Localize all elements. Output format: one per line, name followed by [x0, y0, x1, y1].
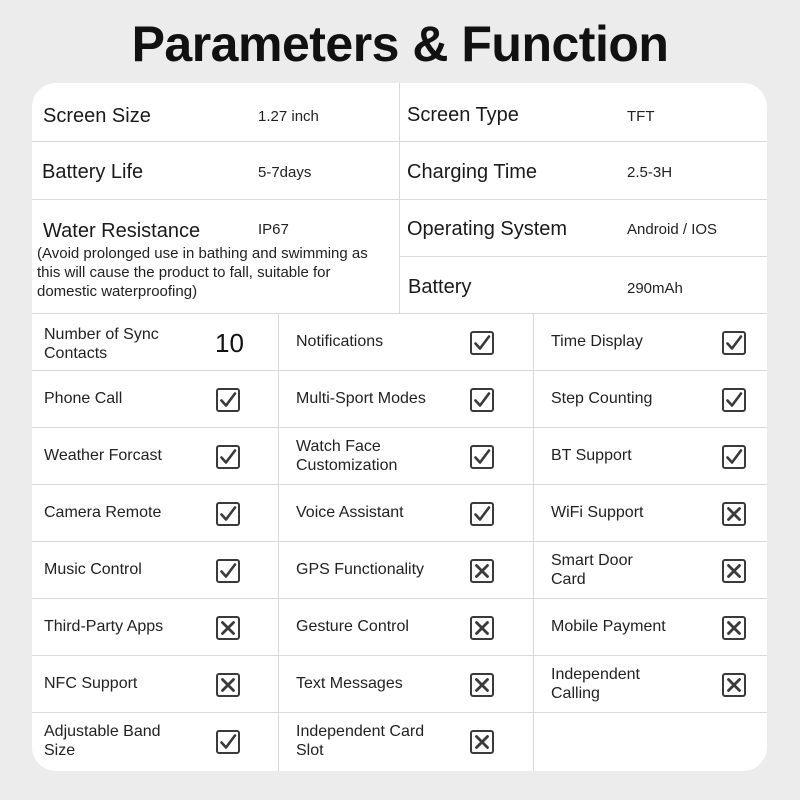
feature-cell-text-messages: [278, 655, 533, 712]
checkmark-box-icon: [216, 388, 240, 412]
feature-cell-camera-remote: [32, 484, 278, 541]
feature-cell-wifi-support: [533, 484, 767, 541]
feature-cell-gesture-control: [278, 598, 533, 655]
checkmark-box-icon: [722, 388, 746, 412]
page-title: Parameters & Function: [131, 16, 669, 72]
checkmark-box-icon: [722, 445, 746, 469]
feature-label: GPS Functionality: [296, 561, 425, 578]
feature-label: BT Support: [551, 447, 632, 464]
feature-label: Adjustable Band Size: [44, 723, 161, 759]
checkmark-box-icon: [216, 730, 240, 754]
battery-value: 290mAh: [627, 280, 683, 297]
feature-label: Step Counting: [551, 390, 653, 407]
feature-cell-notifications: [278, 313, 533, 370]
feature-label: Time Display: [551, 333, 643, 350]
feature-label: Smart Door Card: [551, 552, 633, 588]
feature-label: Third-Party Apps: [44, 618, 164, 635]
battery-life-label: Battery Life: [42, 161, 144, 183]
feature-label: Notifications: [296, 333, 384, 350]
feature-label: Camera Remote: [44, 504, 162, 521]
checkmark-box-icon: [470, 331, 494, 355]
feature-label: Watch Face Customization: [296, 438, 398, 474]
cross-box-icon: [722, 673, 746, 697]
cross-box-icon: [216, 673, 240, 697]
checkmark-box-icon: [470, 388, 494, 412]
screen-size-value: 1.27 inch: [258, 108, 319, 125]
feature-label: Text Messages: [296, 675, 403, 692]
feature-cell-voice-assistant: [278, 484, 533, 541]
sync-contacts-label: Number of Sync Contacts: [44, 326, 159, 362]
spec-divider-row3: [399, 256, 767, 257]
feature-label: Phone Call: [44, 390, 123, 407]
screen-type-label: Screen Type: [407, 104, 519, 126]
feature-label: Mobile Payment: [551, 618, 666, 635]
water-resistance-value: IP67: [258, 221, 289, 238]
feature-cell-third-party-apps: [32, 598, 278, 655]
cross-box-icon: [722, 616, 746, 640]
cross-box-icon: [722, 559, 746, 583]
charging-time-label: Charging Time: [407, 161, 538, 183]
screen-type-value: TFT: [627, 108, 655, 125]
feature-label: Gesture Control: [296, 618, 409, 635]
spec-divider-vertical: [399, 83, 400, 313]
feature-cell-music-control: [32, 541, 278, 598]
checkmark-box-icon: [722, 331, 746, 355]
feature-cell-adjustable-band-size: [32, 712, 278, 769]
battery-label: Battery: [408, 276, 472, 298]
charging-time-value: 2.5-3H: [627, 164, 673, 181]
feature-cell-independent-calling: [533, 655, 767, 712]
cross-box-icon: [470, 559, 494, 583]
screen-size-label: Screen Size: [43, 105, 151, 127]
battery-life-value: 5-7days: [258, 164, 312, 181]
feature-cell-smart-door-card: [533, 541, 767, 598]
feature-label: WiFi Support: [551, 504, 644, 521]
feature-label: NFC Support: [44, 675, 138, 692]
water-resistance-label: Water Resistance: [43, 220, 201, 242]
feature-cell-independent-card-slot: [278, 712, 533, 769]
spec-divider-row1: [32, 141, 767, 142]
feature-cell-multi-sport-modes: [278, 370, 533, 427]
checkmark-box-icon: [216, 559, 240, 583]
cross-box-icon: [470, 616, 494, 640]
feature-label: Independent Card Slot: [296, 723, 425, 759]
feature-cell-mobile-payment: [533, 598, 767, 655]
feature-label: Multi-Sport Modes: [296, 390, 426, 407]
feature-cell-time-display: [533, 313, 767, 370]
feature-cell-phone-call: [32, 370, 278, 427]
cross-box-icon: [470, 730, 494, 754]
checkmark-box-icon: [470, 445, 494, 469]
feature-label: Voice Assistant: [296, 504, 404, 521]
feature-cell-nfc-support: [32, 655, 278, 712]
feature-label: Weather Forcast: [44, 447, 162, 464]
checkmark-box-icon: [470, 502, 494, 526]
sync-contacts-value: 10: [215, 328, 244, 358]
feature-cell-gps-functionality: [278, 541, 533, 598]
feature-label: Music Control: [44, 561, 142, 578]
feature-cell-weather-forcast: [32, 427, 278, 484]
parameters-card: [32, 83, 767, 771]
water-resistance-note: (Avoid prolonged use in bathing and swimming as this will cause the product to fall, suitable for domestic waterproofing): [37, 245, 368, 300]
feature-cell-watch-face-customization: [278, 427, 533, 484]
operating-system-label: Operating System: [407, 218, 568, 240]
feature-cell-step-counting: [533, 370, 767, 427]
feature-label: Independent Calling: [551, 666, 640, 702]
checkmark-box-icon: [216, 445, 240, 469]
cross-box-icon: [216, 616, 240, 640]
operating-system-value: Android / IOS: [627, 221, 718, 238]
cross-box-icon: [470, 673, 494, 697]
feature-cell-bt-support: [533, 427, 767, 484]
checkmark-box-icon: [216, 502, 240, 526]
cross-box-icon: [722, 502, 746, 526]
spec-divider-row2: [32, 199, 767, 200]
